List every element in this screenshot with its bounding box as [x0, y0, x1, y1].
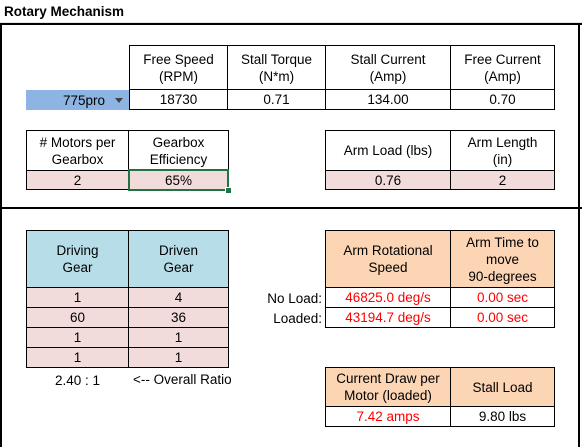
driven-gear-3[interactable]: 1: [128, 327, 229, 348]
header-arm-load: Arm Load (lbs): [325, 130, 451, 171]
header-driving-gear: Driving Gear: [26, 230, 129, 288]
current-draw-value: 7.42 amps: [325, 406, 451, 427]
driven-gear-2[interactable]: 36: [128, 307, 229, 328]
driving-gear-1[interactable]: 1: [26, 287, 129, 308]
driving-gear-2[interactable]: 60: [26, 307, 129, 328]
motor-dropdown[interactable]: [26, 90, 129, 110]
frame-right: [578, 23, 580, 447]
frame-top: [0, 23, 582, 25]
header-free-current: Free Current (Amp): [450, 45, 555, 90]
input-arm-length[interactable]: 2: [450, 170, 555, 190]
header-arm-time: Arm Time to move 90-degrees: [450, 230, 555, 288]
sheet-title: Rotary Mechanism: [4, 4, 125, 19]
header-motors-per-gearbox: # Motors per Gearbox: [26, 130, 129, 171]
loaded-speed: 43194.7 deg/s: [325, 307, 451, 328]
fill-handle[interactable]: [225, 187, 232, 194]
stall-load-value: 9.80 lbs: [450, 406, 555, 427]
driving-gear-4[interactable]: 1: [26, 347, 129, 368]
value-stall-current: 134.00: [325, 89, 451, 110]
value-free-current: 0.70: [450, 89, 555, 110]
driven-gear-1[interactable]: 4: [128, 287, 229, 308]
header-arm-length: Arm Length (in): [450, 130, 555, 171]
header-stall-torque: Stall Torque (N*m): [227, 45, 326, 90]
loaded-time: 0.00 sec: [450, 307, 555, 328]
header-arm-rotational-speed: Arm Rotational Speed: [325, 230, 451, 288]
value-stall-torque: 0.71: [227, 89, 326, 110]
no-load-label: No Load:: [267, 290, 322, 306]
input-gearbox-efficiency[interactable]: 65%: [128, 169, 229, 191]
frame-left: [0, 23, 2, 447]
no-load-time: 0.00 sec: [450, 287, 555, 308]
input-arm-load[interactable]: 0.76: [325, 170, 451, 190]
header-free-speed: Free Speed (RPM): [129, 45, 228, 90]
header-current-draw: Current Draw per Motor (loaded): [325, 367, 451, 407]
loaded-label: Loaded:: [273, 310, 322, 326]
header-gearbox-efficiency: Gearbox Efficiency: [128, 130, 229, 171]
overall-ratio-value: 2.40 : 1: [54, 372, 101, 388]
value-free-speed: 18730: [129, 89, 228, 110]
driven-gear-4[interactable]: 1: [128, 347, 229, 368]
header-stall-current: Stall Current (Amp): [325, 45, 451, 90]
overall-ratio-label: <-- Overall Ratio: [133, 372, 232, 387]
chevron-down-icon[interactable]: [115, 98, 123, 103]
driving-gear-3[interactable]: 1: [26, 327, 129, 348]
input-motors-per-gearbox[interactable]: 2: [26, 170, 129, 190]
motor-dropdown-value: 775pro: [62, 92, 105, 108]
header-stall-load: Stall Load: [450, 367, 555, 407]
no-load-speed: 46825.0 deg/s: [325, 287, 451, 308]
header-driven-gear: Driven Gear: [128, 230, 229, 288]
frame-middle: [0, 207, 582, 209]
